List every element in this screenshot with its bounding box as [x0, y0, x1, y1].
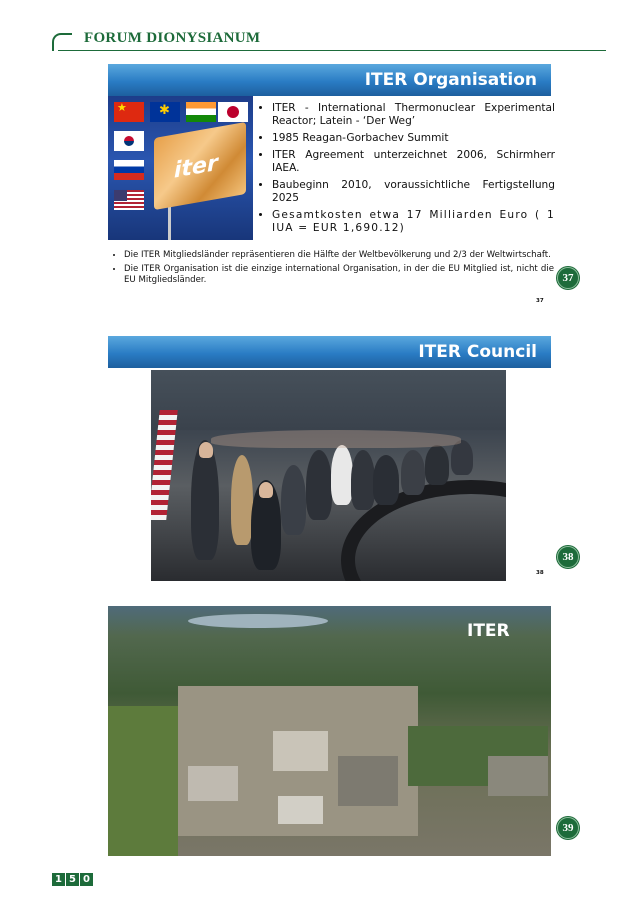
slide2-title-banner	[108, 336, 551, 368]
person	[373, 455, 399, 505]
header-corner-ornament	[52, 33, 72, 51]
person-head	[259, 482, 273, 498]
person	[351, 450, 375, 510]
china-flag-icon	[114, 102, 144, 122]
building	[278, 796, 323, 824]
slide1-bullet: • ITER - International Thermonuclear Experimental Reactor; Latein - ‘Der Weg’	[272, 102, 555, 128]
person	[331, 445, 353, 505]
slide1-title-banner	[108, 64, 551, 96]
slide1-bullet: • ITER Agreement unterzeichnet 2006, Schirmherr IAEA.	[272, 149, 555, 175]
tokamak-building	[273, 731, 328, 771]
slide2-title: ITER Council	[418, 342, 537, 362]
back-row-faces	[211, 430, 461, 448]
slide2-number: 38	[536, 570, 544, 576]
slide1-bullet: • Gesamtkosten etwa 17 Milliarden Euro ( 1 IUA = EUR 1,690.12)	[272, 209, 555, 235]
member-flags-image	[108, 96, 253, 240]
japan-flag-icon	[218, 102, 248, 122]
india-flag-icon	[186, 102, 216, 122]
lake	[188, 614, 328, 628]
person	[281, 465, 306, 535]
iter-logo-flag	[154, 122, 246, 210]
slide1-note: • Die ITER Organisation ist die einzige international Organisation, in der die EU Mitglied ist, nicht die EU Mitgliedsländer.	[124, 264, 554, 286]
russia-flag-icon	[114, 160, 144, 180]
iter-logo-text: iter	[174, 150, 218, 184]
figure-badge-37: 37	[557, 267, 579, 289]
eu-flag-icon	[150, 102, 180, 122]
field	[108, 706, 178, 856]
page-number-digit: 0	[80, 873, 93, 886]
person	[451, 440, 473, 475]
person	[425, 445, 449, 485]
slide1-number: 37	[536, 298, 544, 304]
assembly-hall	[188, 766, 238, 801]
header-rule	[58, 50, 606, 51]
council-group-photo	[151, 370, 506, 581]
usa-flag-icon	[114, 190, 144, 210]
person	[306, 450, 332, 520]
journal-title: FORUM DIONYSIANUM	[84, 30, 261, 46]
slide1-bullet: • Baubeginn 2010, voraussichtliche Fertigstellung 2025	[272, 179, 555, 205]
slide1-title: ITER Organisation	[364, 70, 537, 90]
figure-badge-39: 39	[557, 817, 579, 839]
person-head	[199, 442, 213, 458]
person	[191, 440, 219, 560]
figure-badge-38: 38	[557, 546, 579, 568]
slide1-notes	[114, 250, 554, 289]
slide1-note: • Die ITER Mitgliedsländer repräsentieren die Hälfte der Weltbevölkerung und 2/3 der Weltwirtschaft.	[124, 250, 554, 261]
person	[401, 450, 425, 495]
building	[338, 756, 398, 806]
photo-wall	[151, 370, 506, 430]
iter-aerial-label: ITER	[467, 621, 510, 641]
korea-flag-icon	[114, 131, 144, 151]
slide1-bullet-list	[260, 102, 555, 239]
page-number-digit: 1	[52, 873, 65, 886]
iter-site-aerial-photo	[108, 606, 551, 856]
slide1-bullet: • 1985 Reagan-Gorbachev Summit	[272, 132, 555, 145]
page-number-digit: 5	[66, 873, 79, 886]
parking	[488, 756, 548, 796]
person	[231, 455, 253, 545]
